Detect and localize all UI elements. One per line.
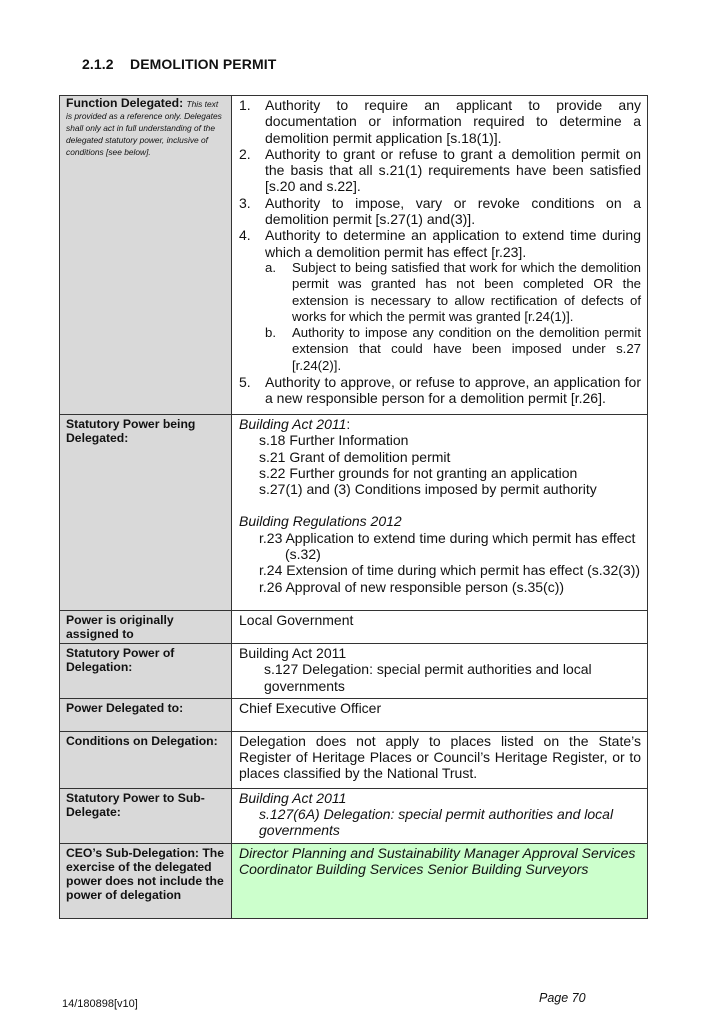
label-statutory-power: Statutory Power being Delegated:	[60, 415, 232, 611]
value-sub-delegate-power	[232, 788, 648, 843]
label-delegated-to: Power Delegated to:	[60, 698, 232, 731]
list-item: 3. Authority to impose, vary or revoke conditions on a demolition permit [s.27(1) and(3)].	[239, 194, 641, 228]
list-item: 5. Authority to approve, or refuse to approve, an application for a new responsible person for a demolition permit [r.26].	[239, 374, 641, 407]
label-originally-assigned: Power is originally assigned to	[60, 611, 232, 644]
list-item: 2. Authority to grant or refuse to grant a demolition permit on the basis that all s.21(1) requirements have been satisfied [s.20 and s.22].	[239, 145, 641, 195]
section-number: 2.1.2	[82, 56, 114, 72]
row-conditions	[60, 731, 648, 788]
act-item: s.21 Grant of demolition permit	[259, 448, 451, 465]
page-number: Page 70	[539, 991, 586, 1005]
list-item: 4. Authority to determine an application to extend time during which a demolition permit has effect [r.23]. a. Subject to being satisfied that work for which the demolition permit was granted has not been completed OR the extension is necessary to allow rectification of defects of works for which the permit was granted [r.24(1)]. b. Authority to impose any condition on the demolition permit extension that could have been imposed under s.27 [r.24(2)].	[239, 227, 641, 373]
act-item: s.22 Further grounds for not granting an application	[259, 464, 578, 481]
act-name: Building Act 2011	[239, 416, 347, 432]
row-ceo-sub-delegation	[60, 843, 648, 918]
value-statutory-power: Building Act 2011: s.18 Further Information s.21 Grant of demolition permit s.22 Further grounds for not granting an application s.27(1) and (3) Conditions imposed by permit authority Building Regulations 2012 r.23 Application to extend time during which permit has effect (s.32) r.24 Extension of time during which permit has effect (s.32(3)) r.26 Approval of new responsible person (s.35(c))	[232, 415, 648, 611]
row-delegated-to	[60, 698, 648, 731]
delegation-table	[59, 95, 648, 919]
sub-list-item: b. Authority to impose any condition on the demolition permit extension that could have been imposed under s.27 [r.24(2)].	[265, 325, 641, 373]
label-function-delegated	[60, 96, 232, 415]
regulations-name: Building Regulations 2012	[239, 513, 402, 530]
list-item: 1. Authority to require an applicant to provide any documentation or information required to determine a demolition permit application [s.18(1)].	[239, 97, 641, 146]
function-label: Function Delegated:	[66, 96, 184, 110]
row-power-of-delegation	[60, 644, 648, 699]
value-originally-assigned: Local Government	[232, 611, 648, 644]
act-name: Building Act 2011	[239, 789, 347, 806]
value-function-delegated	[232, 96, 648, 415]
reg-item: r.26 Approval of new responsible person (s.35(c))	[259, 578, 565, 595]
reg-item: r.24 Extension of time during which permit has effect (s.32(3))	[259, 562, 641, 579]
row-function-delegated	[60, 96, 648, 415]
function-note: This text is provided as a reference only. Delegates shall only act in full understanding of the delegated statutory power, inclusive of conditions [see below].	[66, 99, 222, 157]
value-conditions: Delegation does not apply to places listed on the State’s Register of Heritage Places or Council’s Heritage Register, or to places classified by the National Trust.	[232, 731, 648, 788]
label-conditions: Conditions on Delegation:	[60, 731, 232, 788]
function-list	[239, 97, 641, 407]
label-power-of-delegation: Statutory Power of Delegation:	[60, 644, 232, 699]
label-ceo-sub-delegation: CEO’s Sub-Delegation: The exercise of the delegated power does not include the power of delegation	[60, 843, 232, 918]
row-sub-delegate-power	[60, 788, 648, 843]
function-sublist	[265, 260, 641, 374]
reg-item: r.23 Application to extend time during which permit has effect (s.32)	[259, 529, 636, 563]
act-name: Building Act 2011	[239, 645, 347, 661]
row-statutory-power	[60, 415, 648, 611]
value-ceo-sub-delegation: Director Planning and Sustainability Manager Approval Services Coordinator Building Services Senior Building Surveyors	[232, 843, 648, 918]
act-item: s.127 Delegation: special permit authorities and local governments	[264, 661, 592, 694]
act-item: s.127(6A) Delegation: special permit authorities and local governments	[259, 806, 614, 839]
value-delegated-to: Chief Executive Officer	[232, 698, 648, 731]
document-reference: 14/180898[v10]	[62, 998, 138, 1010]
row-originally-assigned	[60, 611, 648, 644]
act-item: s.27(1) and (3) Conditions imposed by permit authority	[259, 481, 597, 498]
act-item: s.18 Further Information	[259, 432, 409, 449]
value-power-of-delegation	[232, 644, 648, 699]
label-sub-delegate-power: Statutory Power to Sub-Delegate:	[60, 788, 232, 843]
sub-list-item: a. Subject to being satisfied that work for which the demolition permit was granted has not been completed OR the extension is necessary to allow rectification of defects of works for which the permit was granted [r.24(1)].	[265, 259, 641, 324]
section-title: DEMOLITION PERMIT	[130, 56, 277, 72]
section-heading	[82, 56, 276, 72]
